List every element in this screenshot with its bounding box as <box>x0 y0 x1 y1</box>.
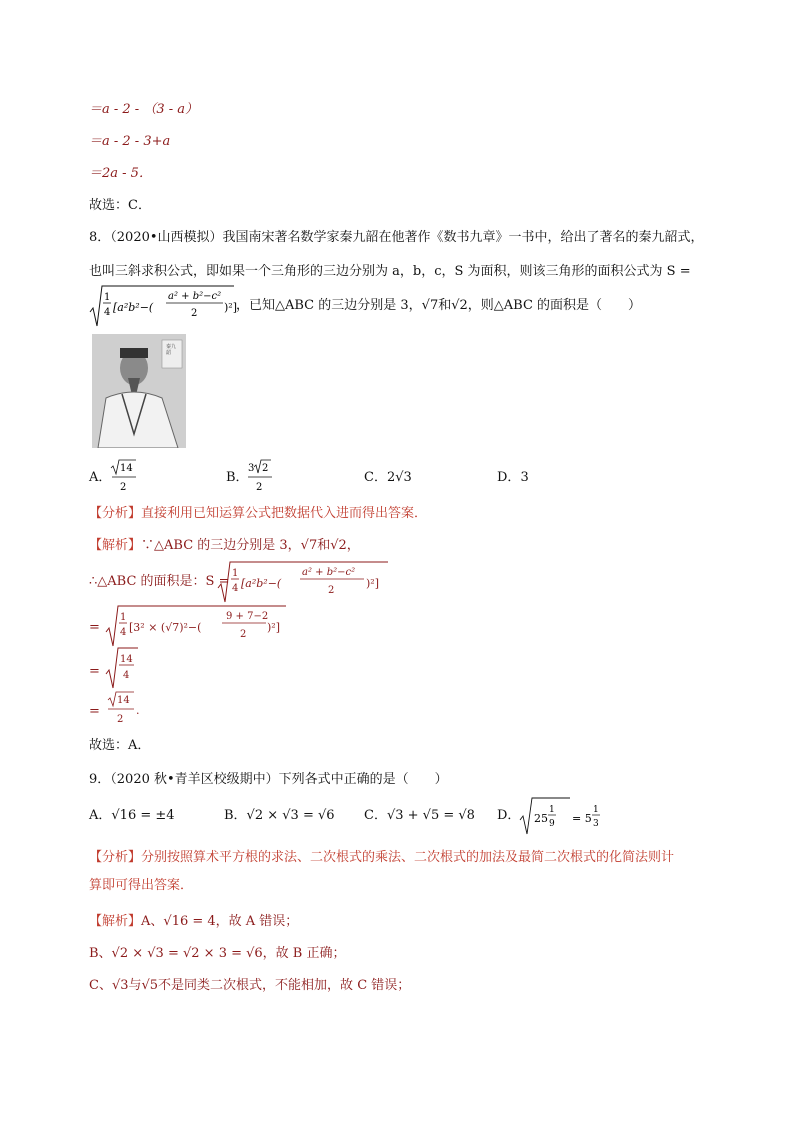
q9-analysis-2: 算即可得出答案． <box>89 878 194 893</box>
q8-option-d-value: 3 <box>520 470 529 485</box>
q8-stem-3: ，已知△ABC 的三边分别是 3，√7和√2，则△ABC 的面积是（ ） <box>236 298 642 313</box>
svg-text:2: 2 <box>262 463 269 474</box>
calc-line-3: ＝2a - 5． <box>89 166 152 181</box>
q8-step-eq-2: = <box>89 664 100 679</box>
q8-answer: 故选：A． <box>89 738 151 753</box>
svg-text:)²]: )²] <box>267 621 280 634</box>
q9-option-c: C．√3 + √5 = √8 <box>364 808 475 823</box>
q8-option-c-value: 2√3 <box>386 470 412 485</box>
q8-option-a-value <box>110 458 140 496</box>
svg-text:4: 4 <box>232 583 239 594</box>
q9-option-d-value <box>518 796 608 836</box>
svg-text:1: 1 <box>104 292 111 303</box>
q8-option-c: C．2√3 <box>364 470 412 485</box>
q8-step-eq-3: = <box>89 704 100 719</box>
q9-solution-c: C、√3与√5不是同类二次根式，不能相加，故 C 错误； <box>89 978 411 993</box>
svg-text:4: 4 <box>120 627 127 638</box>
q8-step-formula-2 <box>104 646 144 690</box>
svg-text:1: 1 <box>232 568 239 579</box>
svg-text:a² + b²−c²: a² + b²−c² <box>302 567 356 578</box>
q9-solution-b: B、√2 × √3 = √2 × 3 = √6，故 B 正确； <box>89 946 346 961</box>
q8-stem-1: 8．（2020•山西模拟）我国南宋著名数学家秦九韶在他著作《数书九章》一书中，给出了著名的秦九韶式， <box>89 230 704 245</box>
q8-step-formula-1 <box>104 604 290 648</box>
q9-option-b: B．√2 × √3 = √6 <box>224 808 335 823</box>
q9-option-d-label: D． <box>497 808 521 823</box>
q8-heron-formula <box>88 284 238 328</box>
svg-text:2: 2 <box>120 482 127 493</box>
svg-text:2: 2 <box>117 714 124 725</box>
q9-analysis-1: 【分析】分别按照算术平方根的求法、二次根式的乘法、二次根式的加法及最简二次根式的化简法则计 <box>89 850 675 865</box>
svg-text:3: 3 <box>593 819 599 829</box>
q8-analysis: 【分析】直接利用已知运算公式把数据代入进而得出答案． <box>89 506 428 521</box>
q9-stem: 9．（2020 秋•青羊区校级期中）下列各式中正确的是（ ） <box>89 772 448 787</box>
svg-text:2: 2 <box>328 585 335 596</box>
svg-text:4: 4 <box>123 670 130 681</box>
q8-option-b-value <box>246 458 276 496</box>
svg-text:1: 1 <box>120 612 127 623</box>
q8-step-formula-3 <box>104 690 144 730</box>
svg-text:.: . <box>136 704 140 717</box>
q8-solution: 【解析】∵△ABC 的三边分别是 3，√7和√2， <box>89 538 360 553</box>
calc-line-2: ＝a - 2 - 3+a <box>89 134 171 149</box>
q9-option-a: A．√16 = ±4 <box>89 808 175 823</box>
answer-line: 故选：C． <box>89 198 151 213</box>
svg-text:2: 2 <box>256 482 263 493</box>
svg-text:a² + b²−c²: a² + b²−c² <box>168 291 222 302</box>
svg-text:2: 2 <box>240 629 247 640</box>
svg-text:)²]: )²] <box>366 577 379 590</box>
svg-text:9 + 7−2: 9 + 7−2 <box>226 611 269 622</box>
q8-option-a-label: A． <box>89 470 112 485</box>
calc-line-1: ＝a - 2 - （3 - a） <box>89 102 199 117</box>
svg-text:14: 14 <box>120 463 133 474</box>
svg-text:14: 14 <box>117 695 130 706</box>
svg-text:25: 25 <box>534 812 548 825</box>
q9-solution-a: 【解析】A、√16 = 4，故 A 错误； <box>89 914 299 929</box>
svg-text:1: 1 <box>549 805 555 815</box>
svg-text:[3² × (√7)²−(: [3² × (√7)²−( <box>129 621 202 634</box>
svg-text:[a²b²−(: [a²b²−( <box>113 301 154 314</box>
svg-text:= 5: = 5 <box>572 812 592 825</box>
svg-text:1: 1 <box>593 805 599 815</box>
q8-step-eq-1: = <box>89 620 100 635</box>
q8-option-d: D．3 <box>497 470 529 485</box>
q8-area-label: ∴△ABC 的面积是：S = <box>89 574 230 589</box>
q8-stem-2: 也叫三斜求积公式，即如果一个三角形的三边分别为 a，b，c，S 为面积，则该三角形的面积公式为 S = <box>89 264 691 279</box>
svg-text:9: 9 <box>549 819 555 829</box>
svg-text:)²]: )²] <box>224 301 237 314</box>
q8-option-b-label: B． <box>226 470 249 485</box>
svg-text:14: 14 <box>120 654 133 665</box>
svg-text:4: 4 <box>104 307 111 318</box>
svg-text:3: 3 <box>248 463 255 474</box>
svg-text:2: 2 <box>191 308 198 319</box>
svg-text:[a²b²−(: [a²b²−( <box>241 577 282 590</box>
portrait-image <box>92 334 186 448</box>
portrait-caption: 秦九韶 <box>166 344 177 356</box>
q8-area-formula <box>216 560 392 604</box>
